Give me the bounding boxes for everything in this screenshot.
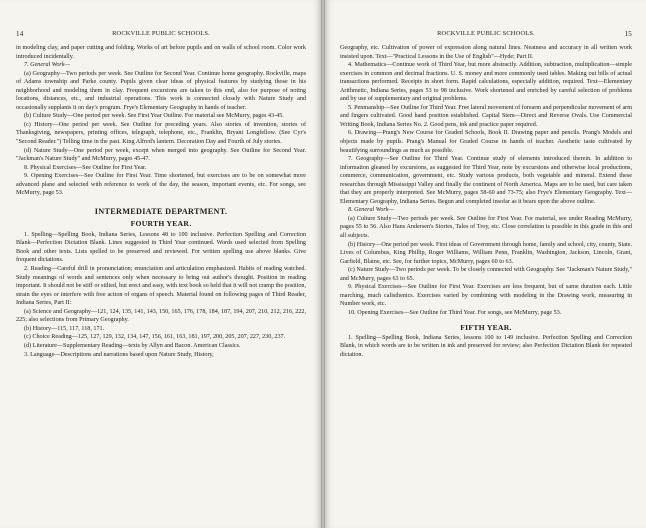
paragraph: 1. Spelling—Spelling Book, Indiana Series, lessons 100 to 149 inclusive. Perfection Spelling and Correction Blank, in which words are to be written in ink and preserved for review; also Perfection Dictation Blank for repeated dictation.	[340, 334, 632, 358]
right-running-head: ROCKVILLE PUBLIC SCHOOLS.	[437, 30, 535, 37]
paragraph: (b) History—One period per week. First ideas of Government through home, family and school, city, county, State. Lives of Columbus, King Phillip, Roger Williams, William Penn, Franklin, Washington, Jackson, Lincoln, Grant, Garfield, Blaine, etc. See, for further topics, McMurry, pages 60 to 63.	[340, 241, 632, 265]
left-running-head: ROCKVILLE PUBLIC SCHOOLS.	[112, 30, 210, 37]
paragraph: (c) Choice Reading—125, 127, 129, 132, 134, 147, 156, 161, 163, 181, 197, 200, 205, 207, 227, 230, 237.	[24, 334, 286, 341]
paragraph: (d) Nature Study—One period per week, except when merged into geography. See Outline for Second Year. "Jackman's Nature Study" and McMurry, pages 45-47.	[16, 147, 306, 163]
paragraph: 10. Opening Exercises—See Outline for Third Year. For songs, see McMurry, page 53.	[348, 309, 562, 316]
right-page-text	[340, 44, 632, 359]
paragraph: (b) Culture Study—One period per week. See First Year Outline. For material see McMurry, pages 43-45.	[24, 113, 284, 120]
right-page	[325, 0, 646, 528]
paragraph: (d) Literature—Supplementary Reading—texts by Allyn and Bacon. American Classics.	[24, 342, 241, 349]
paragraph: (c) History—One period per week. See Outline for preceding years. Also stories of invention, stories of Thanksgiving, newspapers, printing offices, telegraph, telephone, etc., Franklin, Bryant Longfellow. (See Cyr's "Second Reader.") Telling time in the past. King Alfred's lantern. Decoration Day and Fourth of July stories.	[16, 121, 306, 146]
left-page	[0, 0, 321, 528]
right-page-number: 15	[624, 30, 632, 38]
paragraph: 5. Penmanship—See Outline for Third Year. Free lateral movement of forearm and perpendicular movement of arm and fingers cultivated. Good hand position established. Capital Stem—Direct and Reverse Ovals. Use Commercial Writing Book, Indiana Series No. 2. Good pens, ink and practice paper required.	[340, 104, 632, 128]
paragraph: (a) Culture Study—Two periods per week. See Outline for First Year. For material, see under Reading McMurry, pages 55 to 56. Also Hans Andersen's Stories, Tales of Troy, etc. Close correlation is possible in this grade in this and all subjects.	[340, 215, 632, 240]
paragraph: Geography, etc. Cultivation of power of expression along natural lines. Neatness and accuracy in all written work insisted upon. Text—"Practical Lessons in the Use of English"—Hyde; Part II.	[340, 45, 632, 60]
paragraph: (b) History—115, 117, 118, 171.	[24, 325, 105, 332]
paragraph: 2. Reading—Careful drill in pronunciation; enunciation and articulation emphasized. Habits of reading watched. Study meanings of words and sentences only when necessary to bring out author's thought. Position in reading important. It should not be stiff or stilted, but erect and easy, with text book so held that it will not cramp the position, strain the eyes or interfere with free action of organs of speech. Material found on following pages of Third Reader, Indiana Series, Part II:	[16, 266, 306, 307]
paragraph: 9. Opening Exercises—See Outline for First Year. Time shortened, but exercises are to be on somewhat more advanced plane and selected with reference to work of the day, the season, important events, etc. For songs, see McMurry, page 53.	[16, 173, 306, 197]
paragraph: 7. Geography—See Outline for Third Year. Continue study of elements introduced therein. In addition to information gleaned by excursions, as suggested for Third Year, note by excursions and otherwise local productions, commerce, communication, government, etc. Study various products, both vegetable and mineral. Extend these researches through Mississippi Valley and finally the continent of North America. Maps are to be used, but care taken that they are properly interpreted. See McMurry, pages 58-60 and 73-75; also Frye's Elementary Geography. Text—Elementary Geography, Indiana Series. Begun and completed insofar as it bears upon the above outline.	[340, 156, 632, 205]
section-heading: INTERMEDIATE DEPARTMENT.	[94, 206, 228, 216]
left-page-number: 14	[16, 30, 24, 38]
paragraph: 1. Spelling—Spelling Book, Indiana Series, Lessons 48 to 100 inclusive. Perfection Spelling and Correction Blank—Perfection Dictation Blank. Lines suggested in Third Year continued. Words used selected from Spelling Book and other texts. Lists spelled to be preserved and reviewed. For written spelling use above blanks. Give frequent dictations.	[16, 231, 306, 264]
paragraph: 4. Mathematics—Continue work of Third Year, but more abstractly. Addition, subtraction, multiplication—simple exercises in common and decimal fractions. U. S. money and more commonly used tables. Making out bills of actual transactions performed. Receipts in short form. Rapid calculations, especially addition, required. Text—Elementary Arithmetic, Indiana Series, pages 53 to 98 inclusive. Work shortened and enriched by careful selection of problems and by use of supplementary and original problems.	[340, 62, 632, 103]
paragraph: 9. Physical Exercises—See Outline for First Year. Exercises are less frequent, but of same duration each. Little marching, much calisthenics. Exercises varied by combining with modeling in the Drawing work, measuring in Number work, etc.	[340, 284, 632, 308]
left-running-head-row	[16, 30, 306, 37]
paragraph: 3. Language—Descriptions and narrations based upon Nature Study, History,	[24, 351, 214, 358]
right-running-head-row	[340, 30, 632, 37]
left-page-text	[16, 44, 306, 359]
year-heading: FIFTH YEAR.	[460, 322, 512, 332]
paragraph: 8. General Work—	[348, 207, 394, 214]
paragraph: 8. Physical Exercises—See Outline for First Year.	[24, 164, 147, 171]
paragraph: (a) Science and Geography—121, 124, 135, 141, 143, 150, 165, 176, 178, 184, 187, 194, 207, 210, 212, 216, 222, 225; also selections from Primary Geography.	[16, 308, 306, 324]
paragraph: 7. General Work—	[24, 62, 70, 69]
paragraph: 6. Drawing—Prang's New Course for Graded Schools, Book II. Drawing paper and pencils. Prang's Models and objects made by pupils. Prang's Manual for Graded Course in hands of teacher. Aesthetic taste cultivated by beautifying surroundings as much as possible.	[340, 130, 632, 154]
paragraph: (c) Nature Study—Two periods per week. To be closely connected with Geography. See "Jackman's Nature Study," and McMurry, pages 63 to 65.	[340, 267, 632, 282]
year-heading: FOURTH YEAR.	[130, 218, 192, 228]
paragraph: in modeling clay, and paper cutting and folding. Works of art before pupils and on walls of school room. Color work introduced incidentally.	[16, 45, 306, 60]
paragraph: (a) Geography—Two periods per week. See Outline for Second Year. Continue home geography. Rockville, maps of Adams township and Parke county. Pupils given clear ideas of physical features by studying those in his neighborhood and modeling them in clay. Frequent excursions are taken to this end, also for purpose of noting locations, distances, etc., and industrial operations. This work is connected closely with Nature Study and occasionally supplants it on day's program. Frye's Elementary Geography in hands of teacher.	[16, 70, 306, 111]
